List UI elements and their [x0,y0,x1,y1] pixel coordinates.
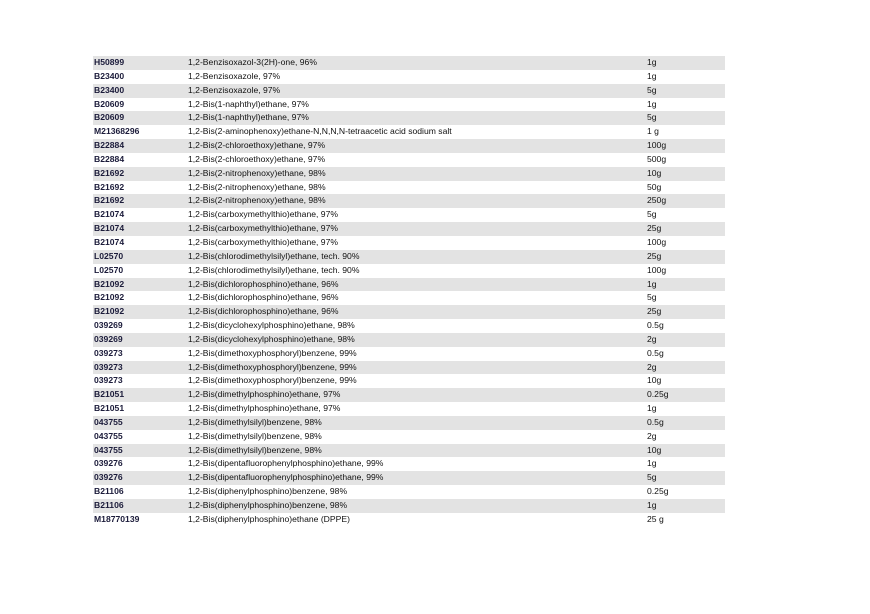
product-name: 1,2-Bis(1-naphthyl)ethane, 97% [188,112,309,123]
table-row [93,457,725,471]
table-row [93,222,725,236]
product-table [93,56,725,527]
product-name: 1,2-Benzisoxazol-3(2H)-one, 96% [188,57,317,67]
table-row [93,194,725,208]
product-name: 1,2-Bis(dichlorophosphino)ethane, 96% [188,292,339,303]
product-name: 1,2-Bis(dimethylsilyl)benzene, 98% [188,416,322,427]
product-name: 1,2-Bis(2-aminophenoxy)ethane-N,N,N,N-tetraacetic acid sodium salt [188,126,452,137]
pack-size: 5g [647,209,657,220]
pack-size: 0.5g [647,320,664,331]
table-row [93,347,725,361]
product-name: 1,2-Bis(chlorodimethylsilyl)ethane, tech. 90% [188,264,360,275]
pack-size: 100g [647,140,667,151]
pack-size: 2g [647,361,657,372]
pack-size: 1g [647,458,657,469]
product-name: 1,2-Bis(2-nitrophenoxy)ethane, 98% [188,181,326,192]
table-row [93,264,725,278]
pack-size: 1g [647,403,657,414]
product-name: 1,2-Bis(carboxymethylthio)ethane, 97% [188,209,338,220]
product-name: 1,2-Bis(dimethylsilyl)benzene, 98% [188,430,322,441]
catalog-number: B21692 [94,195,125,206]
table-row [93,181,725,195]
catalog-number: B22884 [94,153,125,164]
table-row [93,139,725,153]
product-name: 1,2-Bis(dipentafluorophenylphosphino)ethane, 99% [188,458,384,469]
pack-size: 50g [647,181,662,192]
pack-size: 10g [647,167,662,178]
pack-size: 5g [647,292,657,303]
catalog-number: B21051 [94,403,125,414]
product-name: 1,2-Bis(dipentafluorophenylphosphino)ethane, 99% [188,472,384,483]
product-name: 1,2-Bis(chlorodimethylsilyl)ethane, tech. 90% [188,250,360,261]
product-name: 1,2-Bis(2-chloroethoxy)ethane, 97% [188,153,326,164]
catalog-number: B21106 [94,500,124,510]
catalog-number: B21074 [94,236,125,247]
table-row [93,236,725,250]
product-name: 1,2-Bis(dimethylphosphino)ethane, 97% [188,403,341,414]
pack-size: 25g [647,250,662,261]
pack-size: 0.5g [647,416,664,427]
pack-size: 0.25g [647,389,669,400]
table-row [93,471,725,485]
catalog-number: B21074 [94,223,125,234]
catalog-number: 043755 [94,430,123,441]
pack-size: 1 g [647,126,659,137]
catalog-number: 043755 [94,416,123,427]
catalog-number: B21092 [94,278,125,289]
product-name: 1,2-Bis(2-chloroethoxy)ethane, 97% [188,140,326,151]
product-name: 1,2-Bis(diphenylphosphino)benzene, 98% [188,486,348,497]
catalog-number: B21092 [94,306,125,317]
pack-size: 100g [647,236,667,247]
product-name: 1,2-Bis(dimethoxyphosphoryl)benzene, 99% [188,375,357,386]
pack-size: 500g [647,153,667,164]
pack-size: 10g [647,444,662,455]
pack-size: 5g [647,472,657,483]
product-name: 1,2-Bis(dicyclohexylphosphino)ethane, 98% [188,320,355,331]
table-row [93,444,725,458]
pack-size: 5g [647,112,657,123]
product-name: 1,2-Bis(dicyclohexylphosphino)ethane, 98% [188,333,355,344]
table-row [93,388,725,402]
product-name: 1,2-Bis(diphenylphosphino)ethane (DPPE) [188,513,350,524]
table-row [93,430,725,444]
product-name: 1,2-Bis(dichlorophosphino)ethane, 96% [188,306,339,317]
pack-size: 25g [647,306,662,317]
table-row [93,305,725,319]
product-name: 1,2-Bis(dimethoxyphosphoryl)benzene, 99% [188,361,357,372]
pack-size: 25 g [647,513,664,524]
catalog-number: B20609 [94,112,125,123]
catalog-number: 039273 [94,361,123,372]
pack-size: 1g [647,57,657,67]
table-row [93,361,725,375]
pack-size: 25g [647,223,662,234]
table-row [93,98,725,112]
table-row [93,416,725,430]
pack-size: 0.25g [647,486,669,497]
pack-size: 2g [647,430,657,441]
pack-size: 1g [647,98,657,109]
product-name: 1,2-Bis(dimethoxyphosphoryl)benzene, 99% [188,347,357,358]
catalog-number: B22884 [94,140,125,151]
catalog-number: B21106 [94,486,124,497]
table-row [93,167,725,181]
catalog-number: 039276 [94,472,123,483]
table-row [93,125,725,139]
table-row [93,84,725,98]
catalog-number: B21074 [94,209,125,220]
pack-size: 10g [647,375,662,386]
catalog-number: B23400 [94,84,125,95]
catalog-number: B21092 [94,292,125,303]
catalog-number: B21692 [94,167,125,178]
catalog-number: B20609 [94,98,125,109]
product-name: 1,2-Bis(carboxymethylthio)ethane, 97% [188,236,338,247]
product-name: 1,2-Bis(dimethylphosphino)ethane, 97% [188,389,341,400]
table-row [93,111,725,125]
table-row [93,56,725,70]
pack-size: 0.5g [647,347,664,358]
catalog-number: M21368296 [94,126,140,137]
table-row [93,402,725,416]
table-row [93,291,725,305]
product-name: 1,2-Benzisoxazole, 97% [188,70,281,81]
table-row [93,374,725,388]
catalog-number: H50899 [94,57,125,67]
catalog-number: L02570 [94,264,124,275]
catalog-number: L02570 [94,250,124,261]
catalog-number: B23400 [94,70,125,81]
product-name: 1,2-Bis(2-nitrophenoxy)ethane, 98% [188,167,326,178]
pack-size: 5g [647,84,657,95]
product-name: 1,2-Bis(2-nitrophenoxy)ethane, 98% [188,195,326,206]
pack-size: 2g [647,333,657,344]
catalog-number: 039269 [94,333,123,344]
product-name: 1,2-Bis(dichlorophosphino)ethane, 96% [188,278,339,289]
table-row [93,250,725,264]
product-name: 1,2-Benzisoxazole, 97% [188,84,281,95]
table-row [93,485,725,499]
catalog-number: 043755 [94,444,123,455]
table-row [93,319,725,333]
table-row [93,208,725,222]
pack-size: 1g [647,278,657,289]
table-row [93,278,725,292]
product-name: 1,2-Bis(diphenylphosphino)benzene, 98% [188,500,348,510]
table-row [93,333,725,347]
pack-size: 1g [647,70,657,81]
product-name: 1,2-Bis(carboxymethylthio)ethane, 97% [188,223,338,234]
catalog-number: B21051 [94,389,125,400]
catalog-number: 039269 [94,320,123,331]
table-row [93,499,725,513]
pack-size: 1g [647,500,657,510]
table-row [93,153,725,167]
table-row [93,70,725,84]
catalog-number: M18770139 [94,513,140,524]
product-name: 1,2-Bis(1-naphthyl)ethane, 97% [188,98,309,109]
product-name: 1,2-Bis(dimethylsilyl)benzene, 98% [188,444,322,455]
pack-size: 100g [647,264,667,275]
table-row [93,513,725,527]
catalog-number: 039273 [94,375,123,386]
catalog-number: 039273 [94,347,123,358]
pack-size: 250g [647,195,667,206]
catalog-number: B21692 [94,181,125,192]
catalog-number: 039276 [94,458,123,469]
